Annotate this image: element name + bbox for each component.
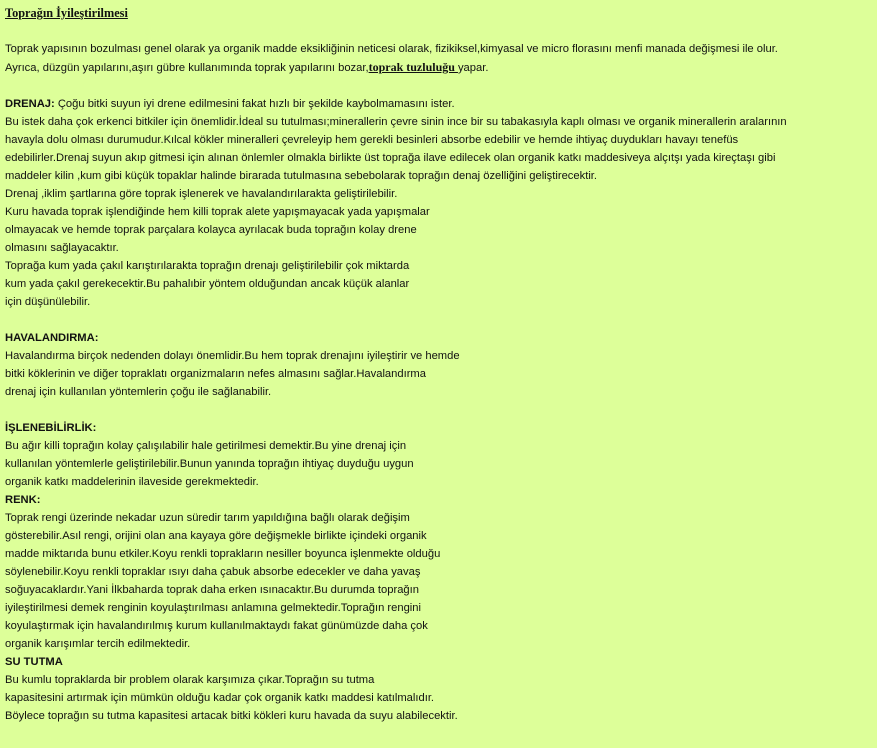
section-heading: İŞLENEBİLİRLİK: [5,422,97,434]
intro-paragraph [5,40,877,77]
section-line: Kuru havada toprak işlendiğinde hem killi toprak alete yapışmayacak yada yapışmalar [5,206,430,218]
section-line: Havalandırma birçok nedenden dolayı önemlidir.Bu hem toprak drenajını iyileştirir ve hemde [5,350,460,362]
spacer [5,311,877,329]
intro-text: yapar. [457,62,489,74]
section-line: organik karışımlar tercih edilmektedir. [5,638,191,650]
section-line: Böylece toprağın su tutma kapasitesi artacak bitki kökleri kuru havada da suyu alabilecektir. [5,710,458,722]
section-line: koyulaştırmak için havalandırılmış kurum kullanılmaktaydı fakat günümüzde daha çok [5,620,428,632]
section-line: madde miktarıda bunu etkiler.Koyu renkli toprakların nesiller boyunca işlenmekte olduğu [5,548,441,560]
spacer [5,401,877,419]
intro-line [5,58,877,77]
section-islenebilirlik [5,419,877,491]
section-line: bitki köklerinin ve diğer topraklatı organizmaların nefes almasını sağlar.Havalandırma [5,368,426,380]
section-heading: SU TUTMA [5,656,63,668]
section-line: iyileştirilmesi demek renginin koyulaştırılması anlamına gelmektedir.Toprağın rengini [5,602,421,614]
section-heading: DRENAJ: [5,98,55,110]
section-heading: RENK: [5,494,41,506]
section-lead-line [5,95,877,113]
section-line: Drenaj ,iklim şartlarına göre toprak işlenerek ve havalandırılarakta geliştirilebilir. [5,188,398,200]
page-title: Toprağın İyileştirilmesi [5,6,128,20]
section-line: edebilirler.Drenaj suyun akıp gitmesi için alınan önlemler olmakla birlikte üst toprağa ilave edilecek olan organik katkı maddesiveya alçıtşı yada kireçtaşı gibi [5,152,776,164]
intro-line: Toprak yapısının bozulması genel olarak ya organik madde eksikliğinin neticesi olarak, fizikiksel,kimyasal ve micro florasını menfi manada değişmesi ile olur. [5,43,778,55]
section-line: Bu kumlu topraklarda bir problem olarak karşımıza çıkar.Toprağın su tutma [5,674,375,686]
section-line: drenaj için kullanılan yöntemlerin çoğu ile sağlanabilir. [5,386,272,398]
spacer [5,77,877,95]
section-line: olmayacak ve hemde toprak parçalara kolayca ayrılacak buda toprağın kolay drene [5,224,417,236]
soil-salinity-link[interactable]: toprak tuzluluğu [368,60,458,74]
section-line: olmasını sağlayacaktır. [5,242,119,254]
section-line: havayla dolu olması durumudur.Kılcal kökler mineralleri çevreleyip hem gerekli besinleri absorbe edebilir ve hemde ihtiyaç duydukları havayı tenefüs [5,134,739,146]
section-renk [5,491,877,653]
section-heading: HAVALANDIRMA: [5,332,99,344]
section-line: Toprağa kum yada çakıl karıştırılarakta toprağın drenajı geliştirilebilir çok miktarda [5,260,410,272]
section-line: Toprak rengi üzerinde nekadar uzun süredir tarım yapıldığına bağlı olarak değişim [5,512,410,524]
section-havalandirma [5,329,877,401]
section-line: kapasitesini artırmak için mümkün olduğu kadar çok organik katkı maddesi katılmalıdır. [5,692,435,704]
section-line: maddeler kilin ,kum gibi küçük topaklar halinde birarada tutulmasına sebebolarak toprağın denaj özelliğini geliştirecektir. [5,170,598,182]
section-su-tutma [5,653,877,725]
section-line: kum yada çakıl gerekecektir.Bu pahalıbir yöntem olduğundan ancak küçük alanlar [5,278,410,290]
section-text: Çoğu bitki suyun iyi drene edilmesini fakat hızlı bir şekilde kaybolmamasını ister. [54,98,455,110]
section-line: söylenebilir.Koyu renkli topraklar ısıyı daha çabuk absorbe edecekler ve daha yavaş [5,566,421,578]
section-drenaj [5,95,877,311]
section-line: Bu istek daha çok erkenci bitkiler için önemlidir.İdeal su tutulması;minerallerin çevre sinin ince bir su tabakasıyla kaplı olması ve organik minerallerin aralarının [5,116,787,128]
section-line: için düşünülebilir. [5,296,91,308]
section-line: soğuyacaklardır.Yani İlkbaharda toprak daha erken ısınacaktır.Bu durumda toprağın [5,584,419,596]
spacer [5,22,877,40]
intro-text: Ayrıca, düzgün yapılarını,aşırı gübre kullanımında toprak yapılarını bozar, [5,62,369,74]
section-line: Bu ağır killi toprağın kolay çalışılabilir hale getirilmesi demektir.Bu yine drenaj için [5,440,407,452]
section-line: organik katkı maddelerinin ilaveside gerekmektedir. [5,476,259,488]
section-line: kullanılan yöntemlerle geliştirilebilir.Bunun yanında toprağın ihtiyaç duyduğu uygun [5,458,414,470]
section-line: gösterebilir.Asıl rengi, orijini olan ana kayaya göre değişmekle birlikte içindeki organik [5,530,427,542]
